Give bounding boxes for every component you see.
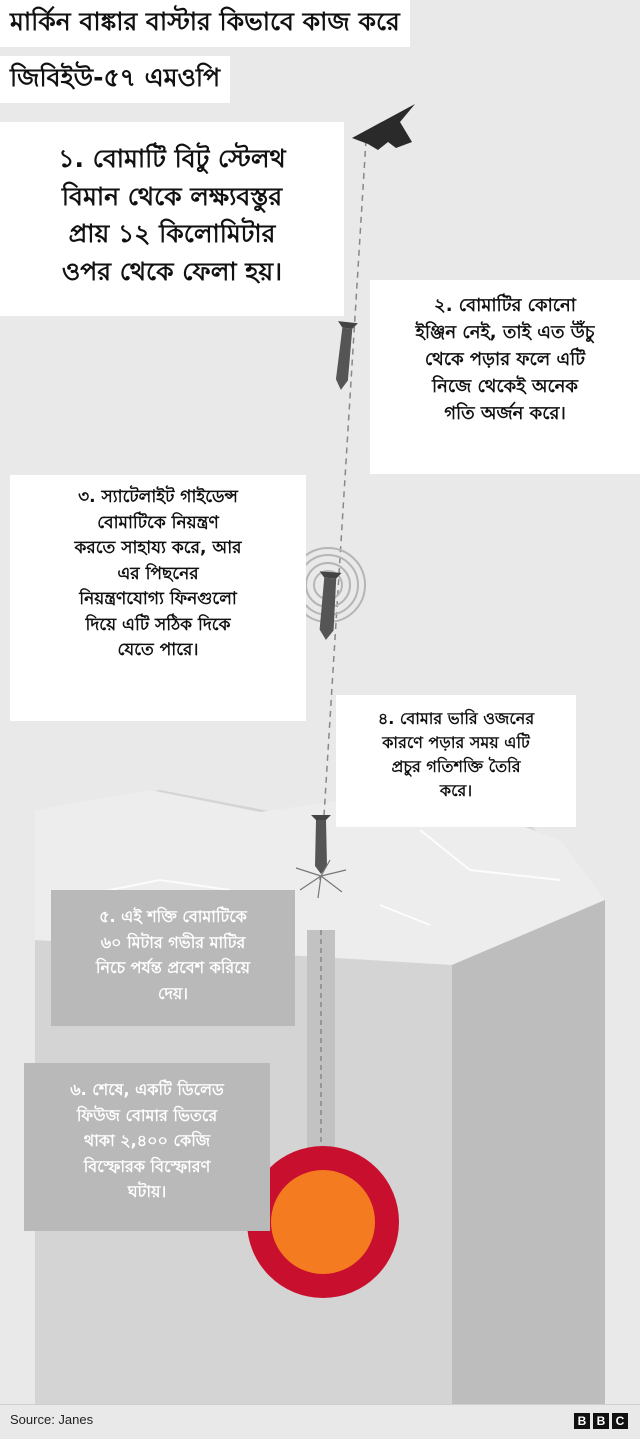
source-credit: Source: Janes bbox=[10, 1412, 94, 1427]
step-4-box bbox=[336, 695, 576, 827]
stealth-bomber-icon bbox=[352, 104, 415, 150]
step-3-line-2: বোমাটিকে নিয়ন্ত্রণ bbox=[97, 512, 219, 533]
step-3-line-3: করতে সাহায্য করে, আর bbox=[74, 538, 242, 558]
page-title-line-1: মার্কিন বাঙ্কার বাস্টার কিভাবে কাজ করে bbox=[0, 0, 410, 47]
page-title-line-2: জিবিইউ-৫৭ এমওপি bbox=[0, 56, 230, 103]
bbc-logo bbox=[574, 1413, 628, 1429]
step-2-line-4: নিজে থেকেই অনেক bbox=[431, 376, 579, 397]
step-3-line-6: দিয়ে এটি সঠিক দিকে bbox=[85, 614, 231, 635]
step-5-box bbox=[51, 890, 295, 1026]
ground-side-face bbox=[452, 900, 605, 1404]
step-3-line-5: নিয়ন্ত্রণযোগ্য ফিনগুলো bbox=[79, 589, 237, 609]
step-3-box bbox=[10, 475, 306, 721]
step-3-line-1: ৩. স্যাটেলাইট গাইডেন্স bbox=[78, 487, 238, 507]
step-6-line-3: থাকা ২,৪০০ কেজি bbox=[83, 1131, 211, 1151]
step-3-line-7: যেতে পারে। bbox=[117, 640, 199, 660]
step-4-line-2: কারণে পড়ার সময় এটি bbox=[382, 733, 530, 752]
step-2-line-1: ২. বোমাটির কোনো bbox=[433, 295, 576, 316]
step-3-line-4: এর পিছনের bbox=[117, 563, 199, 584]
step-6-box bbox=[24, 1063, 270, 1231]
step-6-line-4: বিস্ফোরক বিস্ফোরণ bbox=[83, 1156, 211, 1176]
step-6-line-5: ঘটায়। bbox=[127, 1182, 167, 1202]
step-4-line-4: করে। bbox=[439, 781, 473, 800]
step-1-line-4: ওপর থেকে ফেলা হয়। bbox=[61, 256, 283, 286]
step-4-line-1: ৪. বোমার ভারি ওজনের bbox=[377, 709, 535, 728]
step-5-line-4: দেয়। bbox=[157, 983, 189, 1003]
step-6-line-1: ৬. শেষে, একটি ডিলেড bbox=[70, 1080, 224, 1099]
step-5-line-2: ৬০ মিটার গভীর মাটির bbox=[100, 932, 246, 952]
step-4-line-3: প্রচুর গতিশক্তি তৈরি bbox=[391, 757, 521, 776]
explosion-inner-core bbox=[271, 1170, 375, 1274]
step-2-line-3: থেকে পড়ার ফলে এটি bbox=[424, 349, 586, 370]
step-2-box bbox=[370, 280, 640, 474]
step-1-box bbox=[0, 122, 344, 316]
step-5-line-3: নিচে পর্যন্ত প্রবেশ করিয়ে bbox=[95, 958, 251, 978]
step-1-line-2: বিমান থেকে লক্ষ্যবস্তুর bbox=[61, 181, 283, 211]
step-1-line-3: প্রায় ১২ কিলোমিটার bbox=[68, 219, 276, 248]
bbc-logo-letter-3: C bbox=[612, 1413, 628, 1429]
step-1-line-1: ১. বোমাটি বিটু স্টেলথ bbox=[58, 144, 286, 173]
bbc-logo-letter-1: B bbox=[574, 1413, 590, 1429]
step-2-line-2: ইঞ্জিন নেই, তাই এত উঁচু bbox=[415, 322, 595, 343]
step-6-line-2: ফিউজ বোমার ভিতরে bbox=[76, 1105, 218, 1125]
step-2-line-5: গতি অর্জন করে। bbox=[444, 403, 566, 424]
footer-divider bbox=[0, 1404, 640, 1405]
step-5-line-1: ৫. এই শক্তি বোমাটিকে bbox=[99, 907, 247, 926]
bbc-logo-letter-2: B bbox=[593, 1413, 609, 1429]
